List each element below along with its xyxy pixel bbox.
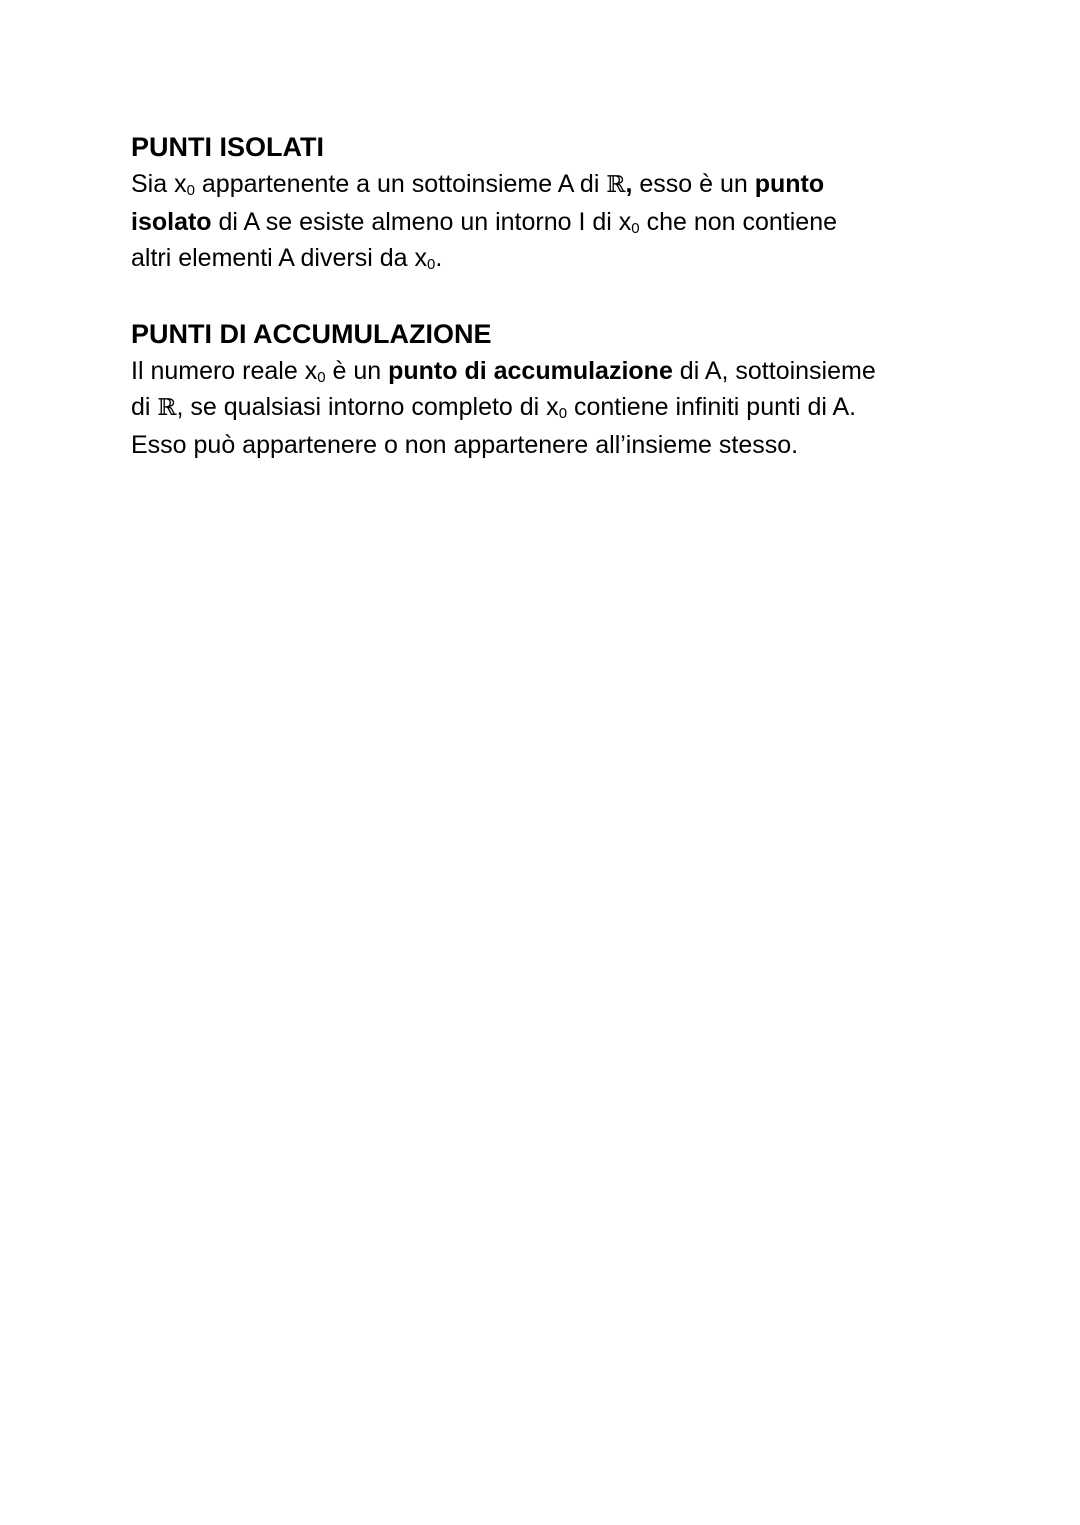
- subscript: 0: [558, 405, 568, 422]
- text-run: .: [435, 244, 443, 272]
- heading-punti-di-accumulazione: PUNTI DI ACCUMULAZIONE: [131, 318, 492, 349]
- text-run: altri elementi A diversi da x: [131, 244, 427, 272]
- text-line: [131, 204, 971, 241]
- definition-punti-di-accumulazione: [131, 353, 971, 464]
- real-numbers-symbol: ℝ: [157, 395, 177, 421]
- text-run: che non contiene: [639, 207, 838, 236]
- text-run: Il numero reale x: [131, 356, 318, 385]
- text-line: [131, 240, 971, 277]
- text-run: Sia x: [131, 170, 187, 198]
- definition-punti-isolati: [131, 166, 971, 277]
- text-run: , se qualsiasi intorno completo di x: [176, 393, 559, 421]
- subscript: 0: [186, 182, 195, 199]
- text-run: Esso può appartenere o non appartenere all’insieme stesso.: [131, 430, 799, 459]
- text-run: esso è un: [639, 170, 755, 198]
- text-line: [131, 389, 971, 427]
- section-punti-isolati: [131, 128, 971, 277]
- heading-punti-isolati: PUNTI ISOLATI: [131, 132, 324, 162]
- subscript: 0: [317, 368, 326, 386]
- text-line: [131, 353, 971, 390]
- text-run: contiene infiniti punti di A.: [567, 393, 857, 421]
- bold-term: punto di accumulazione: [388, 356, 673, 385]
- bold-term: isolato: [131, 207, 212, 236]
- subscript: 0: [631, 219, 640, 237]
- real-numbers-symbol: ℝ: [606, 172, 626, 198]
- text-line: [131, 166, 971, 204]
- text-run: di A se esiste almeno un intorno I di x: [211, 207, 632, 236]
- text-run: di A, sottoinsieme: [672, 356, 876, 385]
- text-run: di: [131, 393, 158, 421]
- bold-term: punto: [754, 170, 825, 198]
- subscript: 0: [426, 256, 436, 273]
- bold-comma: ,: [625, 170, 640, 198]
- text-run: è un: [325, 356, 389, 385]
- section-punti-di-accumulazione: [131, 315, 971, 464]
- document-page: [131, 128, 971, 463]
- text-run: appartenente a un sottoinsieme A di: [194, 170, 607, 198]
- text-line: [131, 427, 971, 464]
